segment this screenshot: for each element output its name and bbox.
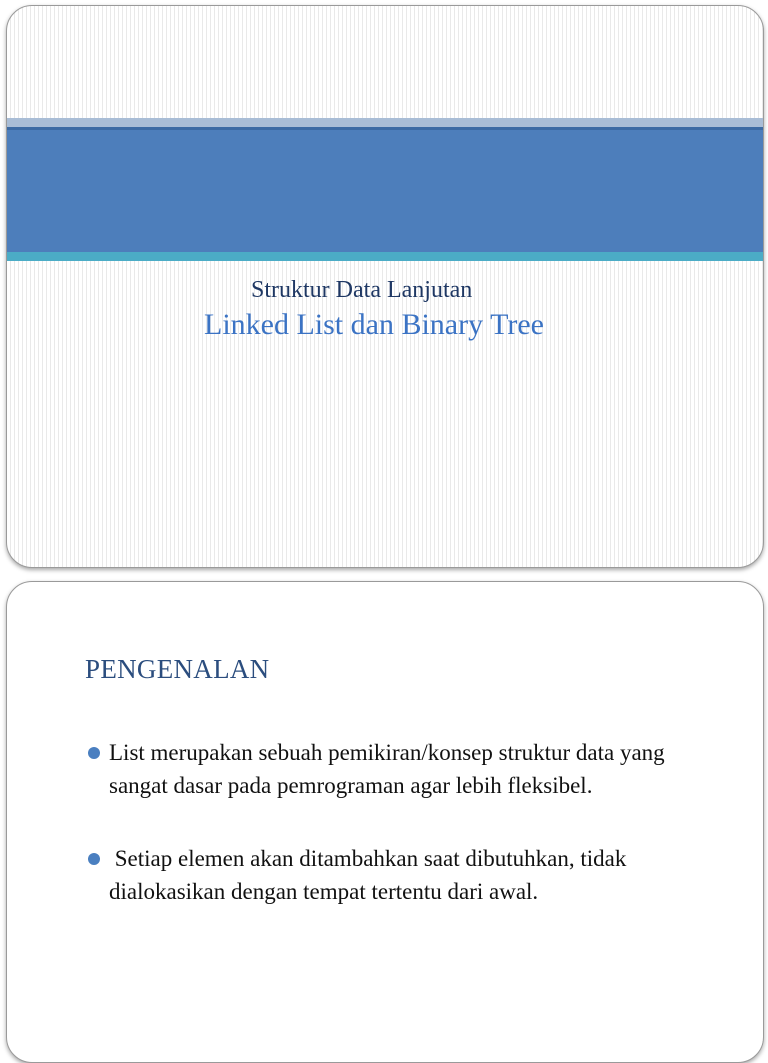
header-band-accent bbox=[7, 252, 763, 261]
slide-heading: PENGENALAN bbox=[85, 654, 270, 684]
header-band-light bbox=[7, 118, 763, 127]
header-band bbox=[7, 127, 763, 252]
content-slide bbox=[6, 581, 764, 1063]
slide-subtitle: Struktur Data Lanjutan bbox=[251, 277, 473, 303]
bullet-text: List merupakan sebuah pemikiran/konsep struktur data yang sangat dasar pada pemrograman agar lebih fleksibel. bbox=[109, 740, 665, 798]
bullet-text: Setiap elemen akan ditambahkan saat dibutuhkan, tidak dialokasikan dengan tempat tertentu dari awal. bbox=[109, 846, 633, 904]
title-slide bbox=[6, 5, 764, 568]
slide-title: Linked List dan Binary Tree bbox=[204, 308, 544, 341]
bullet-dot-icon bbox=[88, 747, 100, 759]
bullet-item bbox=[85, 736, 725, 802]
bullet-item bbox=[85, 842, 725, 908]
bullet-dot-icon bbox=[88, 853, 100, 865]
